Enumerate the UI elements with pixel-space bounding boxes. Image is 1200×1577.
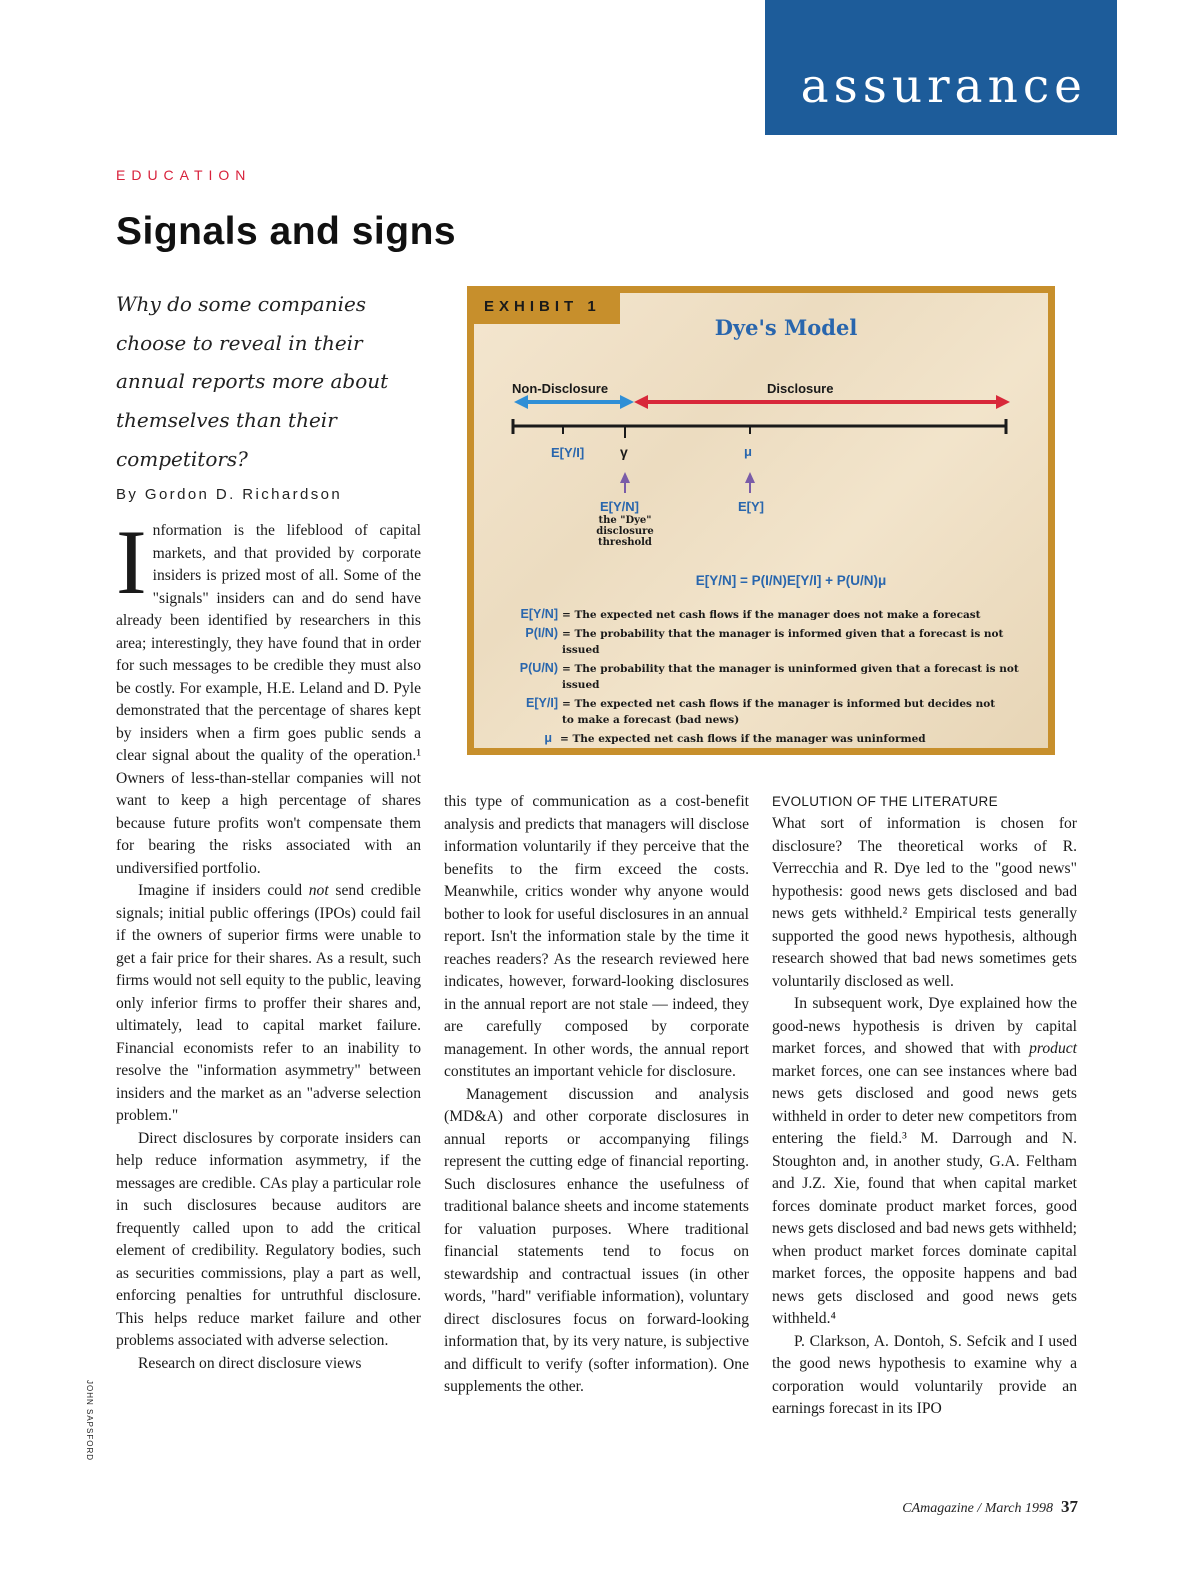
paragraph-text: Imagine if insiders could <box>138 882 309 899</box>
definition-row <box>474 626 1054 658</box>
paragraph-text: In subsequent work, Dye explained how the good-news hypothesis is driven by capital market forces, and showed that with <box>772 995 1077 1057</box>
definition-text: = The probability that the manager is uninformed given that a forecast is not issued <box>562 663 1019 691</box>
definition-text: = The expected net cash flows if the manager is informed but decides not to make a forecast (bad news) <box>562 698 996 726</box>
paragraph: Research on direct disclosure views <box>138 1354 362 1372</box>
photo-credit: JOHN SAPSFORD <box>85 1380 94 1462</box>
drop-cap: I <box>116 511 147 613</box>
tick-label-mu: μ <box>744 444 752 459</box>
paragraph <box>772 993 1077 1331</box>
non-disclosure-arrowhead-left <box>514 395 528 409</box>
disclosure-arrowhead-right <box>996 395 1010 409</box>
paragraph-text: nformation is the lifeblood of capital markets, and that provided by corporate insiders is prized most of all. Some of the "signals" insiders can and do send have already been identified by researchers in this area; interestingly, they have found that in order for such messages to be credible they must also be costly. For example, H.E. Leland and D. Pyle demonstrated that the percentage of shares kept by insiders when a firm goes public sends a clear signal about the quality of the operation.¹ Owners of less-than-stellar companies will not want to keep a high percentage of shares because future profits won't compensate them for bearing the risks associated with an undiversified portfolio. <box>116 522 421 877</box>
definition-term: μ <box>544 731 552 745</box>
non-disclosure-label: Non-Disclosure <box>512 381 609 396</box>
mean-label: E[Y] <box>738 499 764 514</box>
page-number: 37 <box>1061 1497 1078 1516</box>
threshold-arrowhead <box>620 472 630 483</box>
tick-label-gamma: γ <box>620 444 628 460</box>
definition-text: = The expected net cash flows if the manager was uninformed (and therefore did not disclose) <box>560 733 926 755</box>
deck: Why do some companies choose to reveal in their annual reports more about themselves than their competitors? <box>116 292 389 471</box>
definition-row <box>474 607 1054 623</box>
exhibit-tag: EXHIBIT 1 <box>474 293 620 324</box>
threshold-label: E[Y/N] <box>600 499 639 514</box>
definition-term: P(U/N) <box>519 661 558 675</box>
threshold-note: the "Dye" disclosure threshold <box>596 515 654 548</box>
exhibit-title: Dye's Model <box>714 315 858 340</box>
dye-formula: E[Y/N] = P(I/N)E[Y/I] + P(U/N)μ <box>695 573 887 588</box>
paragraph-text: send credible signals; initial public offerings (IPOs) could fail if the owners of superior firms were unable to get a fair price for their shares. As a result, such firms would not sell equity to the public, leaving only inferior firms to proffer their shares and, ultimately, lead to capital market failure. Financial economists refer to an inability to resolve the "information asymmetry" between insiders and the market as an "adverse selection problem." <box>116 882 421 1124</box>
page-footer <box>902 1497 1078 1517</box>
definition-row <box>474 696 1054 728</box>
kicker: EDUCATION <box>116 167 252 183</box>
body-column-1 <box>116 511 421 1375</box>
section-label: assurance <box>800 59 1087 114</box>
paragraph: this type of communication as a cost-benefit analysis and predicts that managers will disclose information voluntarily if they perceive that the benefits to the firm exceed the costs. Meanwhile, critics wonder why anyone would bother to look for useful disclosures in an annual report. Isn't the information stale by the time it reaches readers? As the research reviewed here indicates, however, forward-looking disclosures in the annual report are not stale — indeed, they are carefully composed by corporate management. In other words, the annual report constitutes an important vehicle for disclosure. <box>444 793 749 1080</box>
paragraph: Direct disclosures by corporate insiders can help reduce information asymmetry, if the messages are credible. CAs play a particular role in such disclosures because auditors are frequently called upon to add the critical element of credibility. Regulatory bodies, such as securities commissions, play a part as well, enforcing penalties for untruthful disclosure. This helps reduce market failure and other problems associated with adverse selection. <box>116 1129 421 1349</box>
paragraph-text: market forces, one can see instances where bad news gets disclosed and good news gets withheld in order to deter new competitors from entering the field.³ M. Darrough and N. Stoughton and, in another study, G.A. Feltham and J.Z. Xie, found that when capital market forces dominate product market forces, good news gets disclosed and bad news gets withheld; when product market forces dominate capital market forces, the opposite happens and bad news gets disclosed and good news gets withheld.⁴ <box>772 1062 1077 1327</box>
definition-term: P(I/N) <box>525 626 558 640</box>
definitions-list <box>474 607 1054 755</box>
disclosure-label: Disclosure <box>767 381 834 396</box>
paragraph: Management discussion and analysis (MD&A) and other corporate disclosures in annual reports or accompanying filings represent the cutting edge of financial reporting. Such disclosures enhance the usefulness of traditional balance sheets and income statements for valuation purposes. Where traditional financial statements tend to focus on stewardship and contractual issues (in other words, "hard" verifiable information), voluntary direct disclosures focus on forward-looking information that, by its very nature, is subjective and difficult to verify (softer information). One supplements the other. <box>444 1085 749 1395</box>
definition-row <box>474 731 1054 755</box>
paragraph <box>116 880 421 1128</box>
definition-text: = The expected net cash flows if the manager does not make a forecast <box>562 609 981 621</box>
body-column-3 <box>772 791 1077 1421</box>
definition-term: E[Y/I] <box>526 696 558 710</box>
byline: By Gordon D. Richardson <box>116 486 343 503</box>
paragraph: P. Clarkson, A. Dontoh, S. Sefcik and I used the good news hypothesis to examine why a corporation would voluntarily provide an earnings forecast in its IPO <box>772 1332 1077 1417</box>
magazine-issue: CAmagazine / March 1998 <box>902 1501 1053 1516</box>
exhibit-figure <box>467 286 1055 755</box>
paragraph: What sort of information is chosen for disclosure? The theoretical works of R. Verrecchia and R. Dye led to the "good news" hypothesis: good news gets disclosed and bad news gets withheld.² Empirical tests generally supported the good news hypothesis, although research showed that bad news sometimes gets voluntarily disclosed as well. <box>772 815 1077 990</box>
section-heading: EVOLUTION OF THE LITERATURE <box>772 794 998 809</box>
headline: Signals and signs <box>116 210 457 253</box>
body-column-2 <box>444 791 749 1399</box>
emphasis: product <box>1029 1040 1077 1057</box>
definition-row <box>474 661 1054 693</box>
tick-label-e-yi: E[Y/I] <box>551 445 585 460</box>
paragraph <box>116 511 421 880</box>
non-disclosure-arrowhead-right <box>620 395 634 409</box>
emphasis: not <box>308 882 329 899</box>
definition-text: = The probability that the manager is informed given that a forecast is not issued <box>562 628 1004 656</box>
disclosure-arrowhead-left <box>634 395 648 409</box>
mean-arrowhead <box>745 472 755 483</box>
definition-term: E[Y/N] <box>520 607 558 621</box>
section-banner <box>765 0 1117 135</box>
